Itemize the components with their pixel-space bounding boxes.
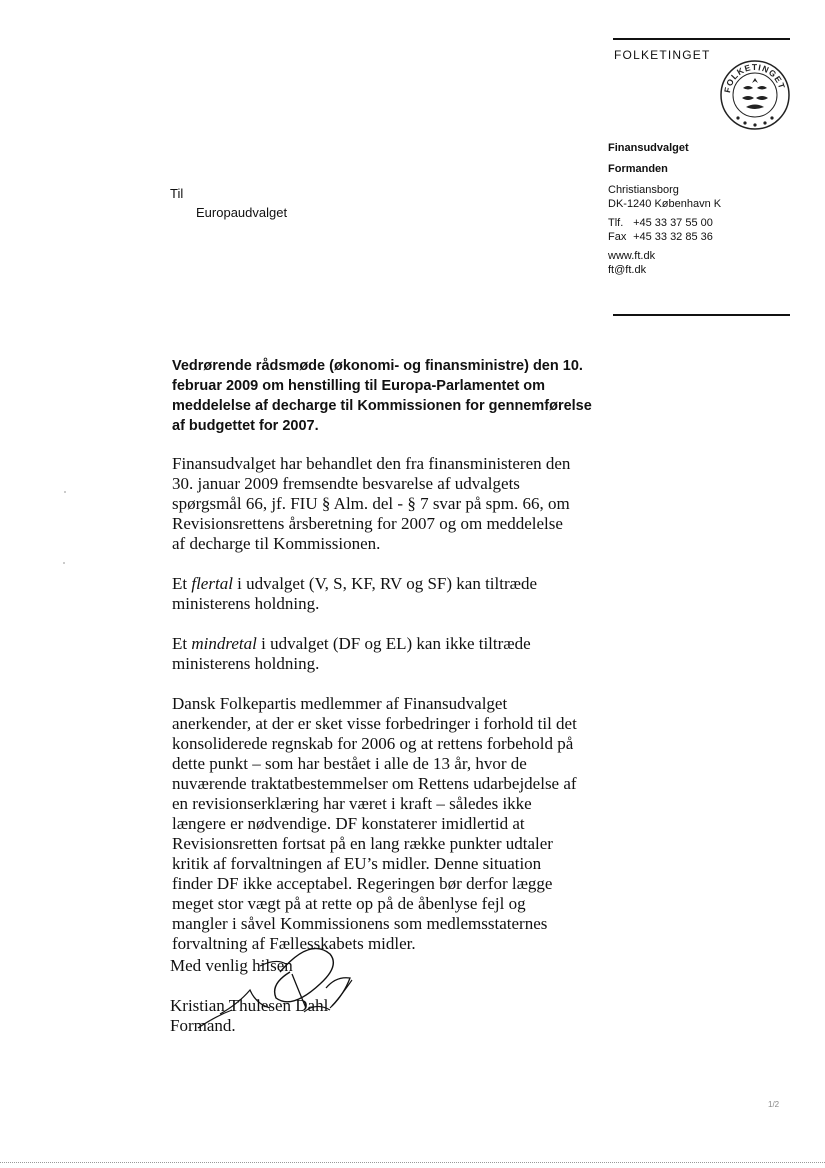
paragraph-3-emphasis: mindretal	[191, 634, 257, 653]
svg-text:FOLKETINGET: FOLKETINGET	[722, 61, 788, 94]
scan-speck	[64, 491, 66, 493]
scan-speck	[63, 562, 65, 564]
paragraph-2-prefix: Et	[172, 574, 192, 593]
paragraph-3-prefix: Et	[172, 634, 192, 653]
sender-web: www.ft.dk	[608, 250, 656, 262]
header-rule-bottom	[613, 314, 790, 316]
fax-number: +45 33 32 85 36	[633, 231, 713, 243]
scan-edge-line	[0, 1162, 825, 1163]
phone-number: +45 33 37 55 00	[633, 217, 713, 229]
letter-subject: Vedrørende rådsmøde (økonomi- og finansministre) den 10. februar 2009 om henstilling til Europa-Parlamentet om meddelelse af decharge til Kommissionen for gennemførelse af budgettet for 2007.	[172, 358, 592, 434]
sender-block	[608, 141, 721, 277]
paragraph-2-suffix: i udvalget (V, S, KF, RV og SF) kan tiltræde ministerens holdning.	[172, 574, 538, 613]
sender-phone	[608, 216, 721, 230]
sender-address-line1: Christiansborg	[608, 184, 679, 196]
body-paragraph-1: Finansudvalget har behandlet den fra finansministeren den 30. januar 2009 fremsendte besvarelse af udvalgets spørgsmål 66, jf. FIU § Alm. del - § 7 svar på spm. 66, om Revisionsrettens årsberetning for 2007 og om meddelelse af decharge til Kommissionen.	[172, 454, 571, 553]
handwritten-signature	[180, 942, 380, 1032]
sender-committee: Finansudvalget	[608, 142, 689, 154]
body-paragraph-3	[172, 634, 577, 674]
sender-fax	[608, 230, 721, 244]
paragraph-2-emphasis: flertal	[191, 574, 233, 593]
parliament-seal	[718, 58, 792, 132]
body-paragraph-4: Dansk Folkepartis medlemmer af Finansudvalget anerkender, at der er sket visse forbedringer i forhold til det konsoliderede regnskab for 2006 og at rettens forbehold på dette punkt – som har bestået i alle de 13 år, hvor de nuværende traktatbestemmelser om Rettens udarbejdelse af en revisionserklæring har været i kraft – således ikke længere er nødvendige. DF konstaterer imidlertid at Revisionsretten fortsat på en lang række punkter udtaler kritik af forvaltningen af EU’s midler. Denne situation finder DF ikke acceptabel. Regeringen bør derfor lægge meget stor vægt på at rette op på de åbenlyse fejl og mangler i såvel Kommissionens som medlemsstaternes forvaltning af Fællesskabets midler.	[172, 694, 577, 953]
letter-body	[172, 454, 577, 954]
paragraph-3-suffix: i udvalget (DF og EL) kan ikke tiltræde ministerens holdning.	[172, 634, 531, 673]
recipient-to-label: Til	[170, 186, 184, 201]
signatory-name: Kristian Thulesen Dahl	[170, 996, 329, 1015]
recipient-name: Europaudvalget	[196, 205, 288, 220]
sender-email: ft@ft.dk	[608, 264, 647, 276]
body-paragraph-2	[172, 574, 577, 614]
closing-greeting: Med venlig hilsen	[170, 956, 293, 975]
sender-address-line2: DK-1240 København K	[608, 198, 722, 210]
page-mark: 1/2	[768, 1100, 780, 1109]
organization-name: FOLKETINGET	[614, 48, 711, 62]
phone-label: Tlf.	[608, 217, 624, 229]
sender-role: Formanden	[608, 163, 668, 175]
fax-label: Fax	[608, 231, 627, 243]
signatory-title: Formand.	[170, 1016, 236, 1035]
seal-icon	[718, 58, 792, 132]
header-rule-top	[613, 38, 790, 40]
